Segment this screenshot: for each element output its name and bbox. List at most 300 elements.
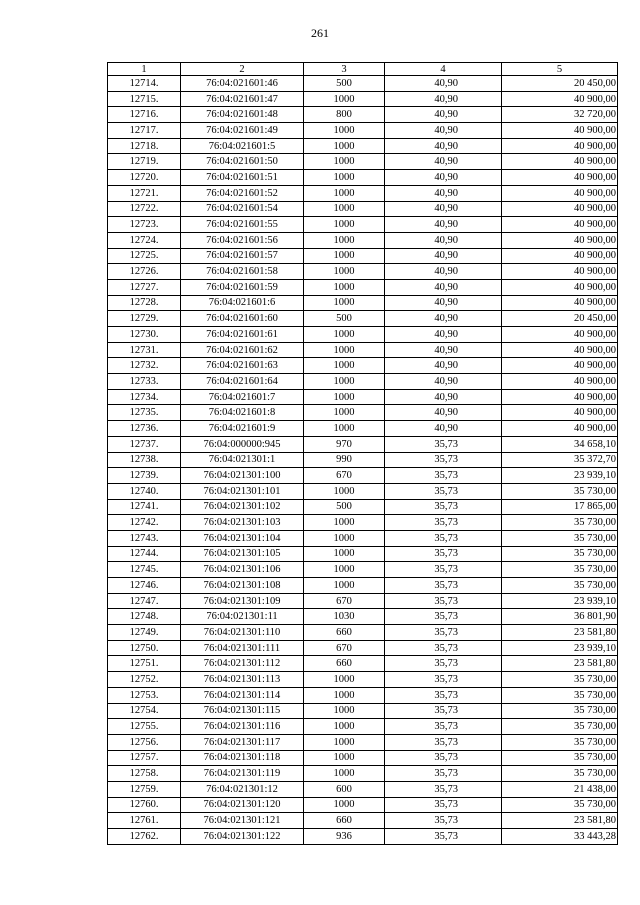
table-row (108, 248, 618, 264)
area-cell: 1000 (304, 750, 385, 766)
area-cell: 1000 (304, 389, 385, 405)
amount-cell: 32 720,00 (502, 107, 618, 123)
cadastral-number-cell: 76:04:021301:112 (181, 656, 304, 672)
rate-cell: 40,90 (385, 201, 502, 217)
table-row (108, 374, 618, 390)
rate-cell: 40,90 (385, 107, 502, 123)
cadastral-number-cell: 76:04:021301:103 (181, 515, 304, 531)
row-number-cell: 12733. (108, 374, 181, 390)
rate-cell: 35,73 (385, 656, 502, 672)
table-row (108, 656, 618, 672)
cadastral-number-cell: 76:04:021301:120 (181, 797, 304, 813)
row-number-cell: 12758. (108, 766, 181, 782)
rate-cell: 40,90 (385, 374, 502, 390)
table-row (108, 593, 618, 609)
cadastral-number-cell: 76:04:021301:101 (181, 483, 304, 499)
cadastral-number-cell: 76:04:021601:49 (181, 123, 304, 139)
area-cell: 1000 (304, 358, 385, 374)
rate-cell: 35,73 (385, 593, 502, 609)
amount-cell: 40 900,00 (502, 389, 618, 405)
cadastral-number-cell: 76:04:021601:57 (181, 248, 304, 264)
table-row (108, 76, 618, 92)
amount-cell: 35 730,00 (502, 546, 618, 562)
area-cell: 500 (304, 499, 385, 515)
amount-cell: 35 730,00 (502, 750, 618, 766)
amount-cell: 40 900,00 (502, 123, 618, 139)
amount-cell: 35 730,00 (502, 672, 618, 688)
area-cell: 670 (304, 640, 385, 656)
area-cell: 660 (304, 813, 385, 829)
amount-cell: 40 900,00 (502, 217, 618, 233)
row-number-cell: 12724. (108, 232, 181, 248)
table-row (108, 703, 618, 719)
amount-cell: 40 900,00 (502, 154, 618, 170)
rate-cell: 40,90 (385, 342, 502, 358)
area-cell: 660 (304, 625, 385, 641)
rate-cell: 35,73 (385, 546, 502, 562)
cadastral-number-cell: 76:04:021601:63 (181, 358, 304, 374)
row-number-cell: 12718. (108, 138, 181, 154)
area-cell: 1000 (304, 327, 385, 343)
rate-cell: 40,90 (385, 232, 502, 248)
area-cell: 1000 (304, 123, 385, 139)
cadastral-number-cell: 76:04:021301:108 (181, 578, 304, 594)
page-number: 261 (311, 26, 329, 40)
table-row (108, 687, 618, 703)
rate-cell: 40,90 (385, 170, 502, 186)
rate-cell: 35,73 (385, 468, 502, 484)
row-number-cell: 12755. (108, 719, 181, 735)
table-row (108, 530, 618, 546)
row-number-cell: 12735. (108, 405, 181, 421)
cadastral-number-cell: 76:04:021301:102 (181, 499, 304, 515)
cadastral-number-cell: 76:04:021601:50 (181, 154, 304, 170)
area-cell: 1000 (304, 279, 385, 295)
rate-cell: 35,73 (385, 766, 502, 782)
amount-cell: 35 730,00 (502, 766, 618, 782)
area-cell: 1000 (304, 374, 385, 390)
rate-cell: 35,73 (385, 578, 502, 594)
row-number-cell: 12745. (108, 562, 181, 578)
cadastral-number-cell: 76:04:021601:64 (181, 374, 304, 390)
amount-cell: 40 900,00 (502, 91, 618, 107)
table-row (108, 154, 618, 170)
amount-cell: 33 443,28 (502, 829, 618, 845)
row-number-cell: 12731. (108, 342, 181, 358)
column-header-4: 4 (385, 63, 502, 76)
area-cell: 670 (304, 593, 385, 609)
area-cell: 970 (304, 436, 385, 452)
amount-cell: 35 730,00 (502, 483, 618, 499)
amount-cell: 40 900,00 (502, 327, 618, 343)
cadastral-number-cell: 76:04:021301:104 (181, 530, 304, 546)
amount-cell: 40 900,00 (502, 170, 618, 186)
cadastral-number-cell: 76:04:021601:62 (181, 342, 304, 358)
row-number-cell: 12752. (108, 672, 181, 688)
amount-cell: 40 900,00 (502, 248, 618, 264)
table-row (108, 499, 618, 515)
rate-cell: 35,73 (385, 797, 502, 813)
row-number-cell: 12728. (108, 295, 181, 311)
table-row (108, 279, 618, 295)
rate-cell: 40,90 (385, 154, 502, 170)
area-cell: 1000 (304, 342, 385, 358)
row-number-cell: 12750. (108, 640, 181, 656)
area-cell: 1000 (304, 421, 385, 437)
amount-cell: 36 801,90 (502, 609, 618, 625)
cadastral-number-cell: 76:04:021301:105 (181, 546, 304, 562)
row-number-cell: 12723. (108, 217, 181, 233)
area-cell: 1000 (304, 91, 385, 107)
row-number-cell: 12743. (108, 530, 181, 546)
table-row (108, 295, 618, 311)
cadastral-number-cell: 76:04:021301:118 (181, 750, 304, 766)
rate-cell: 35,73 (385, 499, 502, 515)
row-number-cell: 12751. (108, 656, 181, 672)
table-row (108, 797, 618, 813)
table-row (108, 107, 618, 123)
row-number-cell: 12737. (108, 436, 181, 452)
rate-cell: 40,90 (385, 311, 502, 327)
row-number-cell: 12753. (108, 687, 181, 703)
amount-cell: 35 730,00 (502, 562, 618, 578)
area-cell: 1000 (304, 719, 385, 735)
rate-cell: 40,90 (385, 76, 502, 92)
row-number-cell: 12720. (108, 170, 181, 186)
table-header-row (108, 63, 618, 76)
table-row (108, 734, 618, 750)
row-number-cell: 12715. (108, 91, 181, 107)
rate-cell: 40,90 (385, 264, 502, 280)
amount-cell: 35 730,00 (502, 578, 618, 594)
cadastral-number-cell: 76:04:021301:121 (181, 813, 304, 829)
area-cell: 1000 (304, 201, 385, 217)
cadastral-number-cell: 76:04:021301:110 (181, 625, 304, 641)
area-cell: 1000 (304, 515, 385, 531)
area-cell: 1000 (304, 672, 385, 688)
amount-cell: 23 939,10 (502, 468, 618, 484)
row-number-cell: 12726. (108, 264, 181, 280)
amount-cell: 40 900,00 (502, 295, 618, 311)
row-number-cell: 12762. (108, 829, 181, 845)
cadastral-number-cell: 76:04:021601:5 (181, 138, 304, 154)
amount-cell: 40 900,00 (502, 185, 618, 201)
row-number-cell: 12754. (108, 703, 181, 719)
cadastral-number-cell: 76:04:021301:106 (181, 562, 304, 578)
rate-cell: 35,73 (385, 719, 502, 735)
rate-cell: 40,90 (385, 185, 502, 201)
cadastral-number-cell: 76:04:021301:116 (181, 719, 304, 735)
amount-cell: 35 730,00 (502, 797, 618, 813)
rate-cell: 40,90 (385, 91, 502, 107)
row-number-cell: 12738. (108, 452, 181, 468)
area-cell: 1000 (304, 185, 385, 201)
area-cell: 670 (304, 468, 385, 484)
rate-cell: 35,73 (385, 436, 502, 452)
cadastral-number-cell: 76:04:021601:8 (181, 405, 304, 421)
table-row (108, 750, 618, 766)
cadastral-number-cell: 76:04:021301:111 (181, 640, 304, 656)
amount-cell: 35 730,00 (502, 703, 618, 719)
cadastral-number-cell: 76:04:021301:117 (181, 734, 304, 750)
area-cell: 1000 (304, 138, 385, 154)
row-number-cell: 12746. (108, 578, 181, 594)
area-cell: 1000 (304, 154, 385, 170)
rate-cell: 35,73 (385, 562, 502, 578)
column-header-5: 5 (502, 63, 618, 76)
row-number-cell: 12742. (108, 515, 181, 531)
row-number-cell: 12747. (108, 593, 181, 609)
rate-cell: 35,73 (385, 672, 502, 688)
row-number-cell: 12727. (108, 279, 181, 295)
amount-cell: 35 730,00 (502, 530, 618, 546)
cadastral-number-cell: 76:04:021601:58 (181, 264, 304, 280)
rate-cell: 35,73 (385, 452, 502, 468)
area-cell: 1000 (304, 217, 385, 233)
cadastral-number-cell: 76:04:021601:52 (181, 185, 304, 201)
area-cell: 1000 (304, 248, 385, 264)
table-row (108, 719, 618, 735)
rate-cell: 35,73 (385, 687, 502, 703)
area-cell: 500 (304, 76, 385, 92)
area-cell: 1000 (304, 687, 385, 703)
area-cell: 1000 (304, 232, 385, 248)
rate-cell: 35,73 (385, 703, 502, 719)
cadastral-number-cell: 76:04:021301:12 (181, 781, 304, 797)
table-row (108, 311, 618, 327)
table-row (108, 452, 618, 468)
row-number-cell: 12730. (108, 327, 181, 343)
area-cell: 1000 (304, 703, 385, 719)
row-number-cell: 12736. (108, 421, 181, 437)
rate-cell: 35,73 (385, 813, 502, 829)
cadastral-number-cell: 76:04:021601:46 (181, 76, 304, 92)
row-number-cell: 12739. (108, 468, 181, 484)
cadastral-number-cell: 76:04:021301:119 (181, 766, 304, 782)
amount-cell: 40 900,00 (502, 201, 618, 217)
column-header-2: 2 (181, 63, 304, 76)
rate-cell: 35,73 (385, 750, 502, 766)
rate-cell: 35,73 (385, 734, 502, 750)
area-cell: 1030 (304, 609, 385, 625)
row-number-cell: 12719. (108, 154, 181, 170)
cadastral-number-cell: 76:04:021301:122 (181, 829, 304, 845)
table-row (108, 468, 618, 484)
amount-cell: 20 450,00 (502, 76, 618, 92)
row-number-cell: 12722. (108, 201, 181, 217)
cadastral-number-cell: 76:04:021601:47 (181, 91, 304, 107)
rate-cell: 40,90 (385, 248, 502, 264)
column-header-3: 3 (304, 63, 385, 76)
area-cell: 1000 (304, 546, 385, 562)
table-body (108, 76, 618, 845)
data-table (107, 62, 618, 845)
area-cell: 1000 (304, 170, 385, 186)
table-row (108, 609, 618, 625)
row-number-cell: 12744. (108, 546, 181, 562)
area-cell: 990 (304, 452, 385, 468)
cadastral-number-cell: 76:04:021601:61 (181, 327, 304, 343)
row-number-cell: 12740. (108, 483, 181, 499)
amount-cell: 23 939,10 (502, 593, 618, 609)
rate-cell: 40,90 (385, 217, 502, 233)
rate-cell: 35,73 (385, 781, 502, 797)
table-row (108, 358, 618, 374)
amount-cell: 40 900,00 (502, 405, 618, 421)
amount-cell: 40 900,00 (502, 232, 618, 248)
row-number-cell: 12759. (108, 781, 181, 797)
area-cell: 936 (304, 829, 385, 845)
table-row (108, 829, 618, 845)
amount-cell: 40 900,00 (502, 374, 618, 390)
table-row (108, 201, 618, 217)
table-row (108, 766, 618, 782)
table-row (108, 421, 618, 437)
table-row (108, 515, 618, 531)
table-row (108, 562, 618, 578)
area-cell: 1000 (304, 530, 385, 546)
table-row (108, 91, 618, 107)
cadastral-number-cell: 76:04:021601:48 (181, 107, 304, 123)
amount-cell: 23 939,10 (502, 640, 618, 656)
amount-cell: 21 438,00 (502, 781, 618, 797)
row-number-cell: 12714. (108, 76, 181, 92)
row-number-cell: 12717. (108, 123, 181, 139)
row-number-cell: 12729. (108, 311, 181, 327)
cadastral-number-cell: 76:04:021601:56 (181, 232, 304, 248)
row-number-cell: 12734. (108, 389, 181, 405)
amount-cell: 34 658,10 (502, 436, 618, 452)
table-row (108, 264, 618, 280)
amount-cell: 35 730,00 (502, 734, 618, 750)
amount-cell: 35 372,70 (502, 452, 618, 468)
table-row (108, 436, 618, 452)
area-cell: 500 (304, 311, 385, 327)
cadastral-number-cell: 76:04:021301:115 (181, 703, 304, 719)
row-number-cell: 12748. (108, 609, 181, 625)
column-header-1: 1 (108, 63, 181, 76)
row-number-cell: 12756. (108, 734, 181, 750)
table-row (108, 781, 618, 797)
amount-cell: 35 730,00 (502, 687, 618, 703)
rate-cell: 40,90 (385, 405, 502, 421)
amount-cell: 35 730,00 (502, 515, 618, 531)
cadastral-number-cell: 76:04:021301:11 (181, 609, 304, 625)
amount-cell: 40 900,00 (502, 264, 618, 280)
rate-cell: 40,90 (385, 358, 502, 374)
amount-cell: 40 900,00 (502, 421, 618, 437)
cadastral-number-cell: 76:04:021301:109 (181, 593, 304, 609)
cadastral-number-cell: 76:04:021301:114 (181, 687, 304, 703)
row-number-cell: 12757. (108, 750, 181, 766)
amount-cell: 40 900,00 (502, 138, 618, 154)
rate-cell: 35,73 (385, 829, 502, 845)
rate-cell: 40,90 (385, 279, 502, 295)
rate-cell: 40,90 (385, 327, 502, 343)
area-cell: 1000 (304, 483, 385, 499)
rate-cell: 35,73 (385, 640, 502, 656)
row-number-cell: 12761. (108, 813, 181, 829)
rate-cell: 40,90 (385, 421, 502, 437)
cadastral-number-cell: 76:04:021601:54 (181, 201, 304, 217)
amount-cell: 23 581,80 (502, 813, 618, 829)
amount-cell: 40 900,00 (502, 358, 618, 374)
amount-cell: 40 900,00 (502, 342, 618, 358)
rate-cell: 40,90 (385, 123, 502, 139)
area-cell: 1000 (304, 562, 385, 578)
table-row (108, 640, 618, 656)
table-row (108, 578, 618, 594)
row-number-cell: 12760. (108, 797, 181, 813)
table-row (108, 389, 618, 405)
rate-cell: 40,90 (385, 138, 502, 154)
row-number-cell: 12721. (108, 185, 181, 201)
rate-cell: 35,73 (385, 483, 502, 499)
row-number-cell: 12732. (108, 358, 181, 374)
row-number-cell: 12741. (108, 499, 181, 515)
table-row (108, 123, 618, 139)
area-cell: 1000 (304, 578, 385, 594)
table-row (108, 405, 618, 421)
table-row (108, 185, 618, 201)
area-cell: 600 (304, 781, 385, 797)
rate-cell: 35,73 (385, 609, 502, 625)
table-row (108, 217, 618, 233)
table-row (108, 546, 618, 562)
cadastral-number-cell: 76:04:021301:113 (181, 672, 304, 688)
cadastral-number-cell: 76:04:021601:51 (181, 170, 304, 186)
cadastral-number-cell: 76:04:000000:945 (181, 436, 304, 452)
area-cell: 660 (304, 656, 385, 672)
cadastral-number-cell: 76:04:021601:7 (181, 389, 304, 405)
table-row (108, 232, 618, 248)
table-row (108, 813, 618, 829)
rate-cell: 40,90 (385, 295, 502, 311)
table-row (108, 327, 618, 343)
rate-cell: 35,73 (385, 625, 502, 641)
rate-cell: 40,90 (385, 389, 502, 405)
table-row (108, 483, 618, 499)
area-cell: 1000 (304, 797, 385, 813)
table-row (108, 138, 618, 154)
table-row (108, 625, 618, 641)
cadastral-number-cell: 76:04:021601:60 (181, 311, 304, 327)
amount-cell: 17 865,00 (502, 499, 618, 515)
amount-cell: 23 581,80 (502, 625, 618, 641)
row-number-cell: 12749. (108, 625, 181, 641)
area-cell: 1000 (304, 264, 385, 280)
area-cell: 1000 (304, 405, 385, 421)
area-cell: 1000 (304, 734, 385, 750)
area-cell: 800 (304, 107, 385, 123)
cadastral-number-cell: 76:04:021601:6 (181, 295, 304, 311)
amount-cell: 20 450,00 (502, 311, 618, 327)
cadastral-number-cell: 76:04:021301:1 (181, 452, 304, 468)
rate-cell: 35,73 (385, 530, 502, 546)
row-number-cell: 12716. (108, 107, 181, 123)
amount-cell: 40 900,00 (502, 279, 618, 295)
area-cell: 1000 (304, 295, 385, 311)
cadastral-number-cell: 76:04:021601:9 (181, 421, 304, 437)
table-row (108, 170, 618, 186)
rate-cell: 35,73 (385, 515, 502, 531)
amount-cell: 23 581,80 (502, 656, 618, 672)
cadastral-number-cell: 76:04:021601:55 (181, 217, 304, 233)
table-row (108, 342, 618, 358)
amount-cell: 35 730,00 (502, 719, 618, 735)
area-cell: 1000 (304, 766, 385, 782)
table-row (108, 672, 618, 688)
